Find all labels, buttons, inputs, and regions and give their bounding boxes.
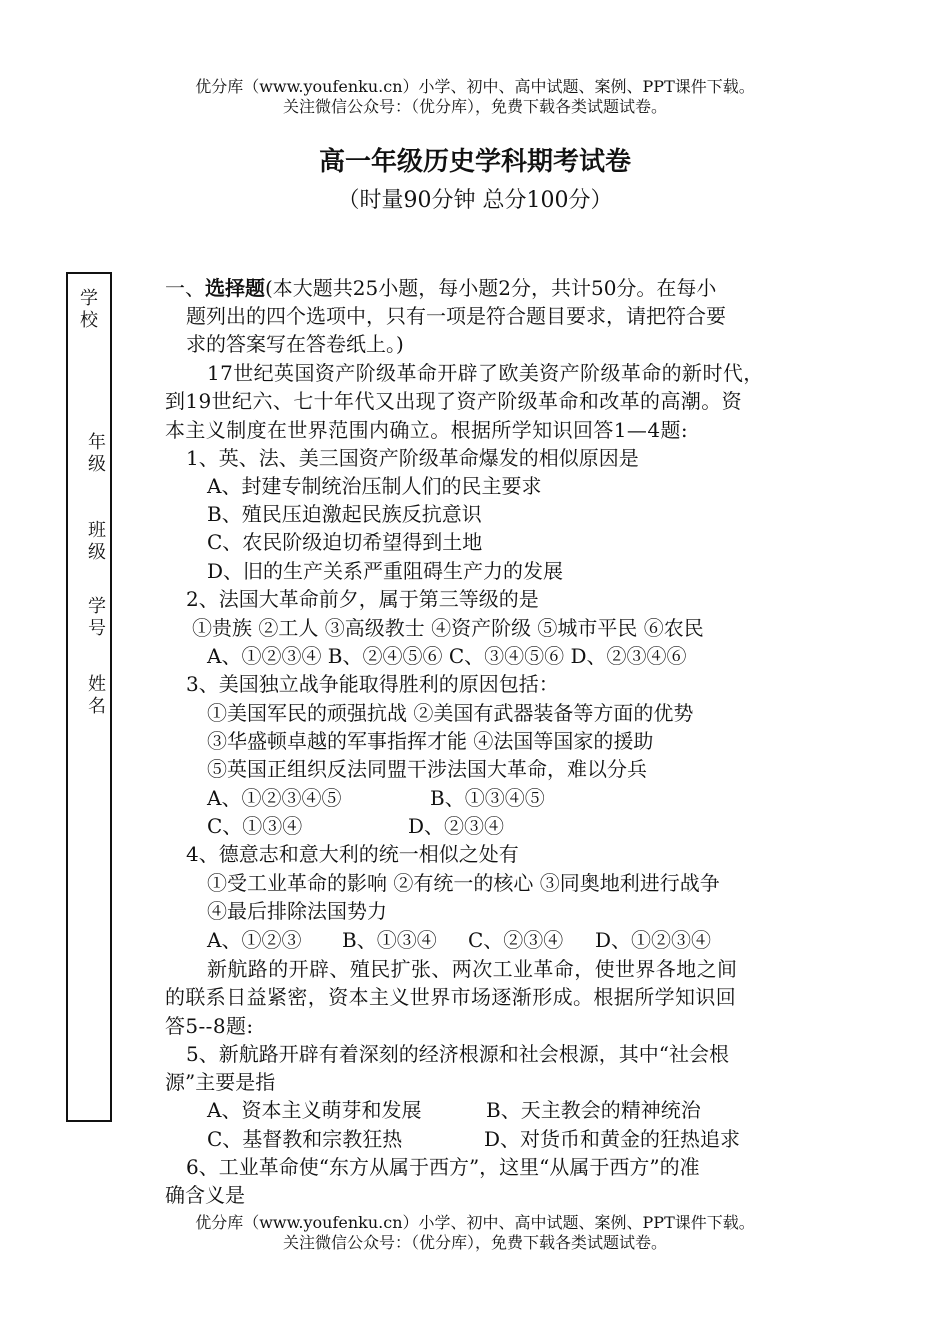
footer-line-1: 优分库（www.youfenku.cn）小学、初中、高中试题、案例、PPT课件下载。 — [195, 1213, 755, 1232]
section-title: 选择题 — [205, 276, 265, 300]
q2-items: ①贵族 ②工人 ③高级教士 ④资产阶级 ⑤城市平民 ⑥农民 — [192, 616, 704, 640]
q3-option-a: A、①②③④⑤ — [207, 786, 342, 810]
intro2-line-3: 答5--8题: — [165, 1014, 254, 1038]
q6-stem-1: 6、工业革命使“东方从属于西方”，这里“从属于西方”的准 — [186, 1155, 700, 1179]
q3-option-c: C、①③④ — [207, 814, 303, 838]
intro2-line-2: 的联系日益紧密，资本主义世界市场逐渐形成。根据所学知识回 — [165, 985, 737, 1009]
section-note-3: 求的答案写在答卷纸上。) — [186, 332, 404, 356]
section-heading — [165, 274, 716, 302]
exam-subtitle: （时量90分钟 总分100分） — [337, 188, 613, 213]
binding-info-box — [66, 272, 112, 1122]
q4-stem: 4、德意志和意大利的统一相似之处有 — [186, 842, 519, 866]
q3-option-d: D、②③④ — [408, 814, 505, 838]
q1-stem: 1、英、法、美三国资产阶级革命爆发的相似原因是 — [186, 446, 639, 470]
exam-title: 高一年级历史学科期考试卷 — [318, 147, 631, 177]
q3-stem: 3、美国独立战争能取得胜利的原因包括： — [186, 672, 559, 696]
q5-option-b: B、天主教会的精神统治 — [486, 1098, 701, 1122]
q4-option-a: A、①②③ — [207, 928, 302, 952]
q3-option-b: B、①③④⑤ — [430, 786, 545, 810]
q1-option-d: D、旧的生产关系严重阻碍生产力的发展 — [207, 559, 564, 583]
q5-stem-2: 源”主要是指 — [165, 1070, 276, 1094]
label-student-name: 姓名 — [88, 674, 106, 717]
q3-item-2: ③华盛顿卓越的军事指挥才能 ④法国等国家的援助 — [207, 729, 654, 753]
label-school: 学校 — [80, 288, 98, 331]
q2-stem: 2、法国大革命前夕，属于第三等级的是 — [186, 587, 539, 611]
intro1-line-1: 17世纪英国资产阶级革命开辟了欧美资产阶级革命的新时代， — [207, 361, 764, 385]
q6-stem-2: 确含义是 — [165, 1183, 245, 1207]
section-note-2: 题列出的四个选项中，只有一项是符合题目要求，请把符合要 — [186, 304, 726, 328]
q4-option-b: B、①③④ — [342, 928, 437, 952]
section-note-1: (本大题共25小题，每小题2分，共计50分。在每小 — [265, 276, 717, 300]
label-class: 班级 — [88, 520, 106, 563]
section-prefix: 一、 — [165, 276, 205, 300]
q2-options: A、①②③④ B、②④⑤⑥ C、③④⑤⑥ D、②③④⑥ — [207, 644, 687, 668]
q1-option-b: B、殖民压迫激起民族反抗意识 — [207, 502, 482, 526]
label-student-number: 学号 — [88, 596, 106, 639]
q1-option-a: A、封建专制统治压制人们的民主要求 — [207, 474, 542, 498]
label-grade: 年级 — [88, 432, 106, 475]
footer-line-2: 关注微信公众号：（优分库），免费下载各类试题试卷。 — [282, 1233, 667, 1252]
header-line-2: 关注微信公众号：（优分库），免费下载各类试题试卷。 — [282, 97, 667, 116]
q5-option-c: C、基督教和宗教狂热 — [207, 1127, 403, 1151]
q5-stem-1: 5、新航路开辟有着深刻的经济根源和社会根源，其中“社会根 — [186, 1042, 729, 1066]
q4-option-d: D、①②③④ — [595, 928, 712, 952]
q4-item-1: ①受工业革命的影响 ②有统一的核心 ③同奥地利进行战争 — [207, 871, 720, 895]
q5-option-d: D、对货币和黄金的狂热追求 — [484, 1127, 741, 1151]
intro1-line-3: 本主义制度在世界范围内确立。根据所学知识回答1—4题: — [165, 418, 688, 442]
q4-option-c: C、②③④ — [468, 928, 564, 952]
q4-item-2: ④最后排除法国势力 — [207, 899, 387, 923]
q5-option-a: A、资本主义萌芽和发展 — [207, 1098, 422, 1122]
intro1-line-2: 到19世纪六、七十年代又出现了资产阶级革命和改革的高潮。资 — [165, 389, 743, 413]
q3-item-3: ⑤英国正组织反法同盟干涉法国大革命，难以分兵 — [207, 757, 647, 781]
intro2-line-1: 新航路的开辟、殖民扩张、两次工业革命，使世界各地之间 — [207, 957, 738, 981]
q1-option-c: C、农民阶级迫切希望得到土地 — [207, 530, 483, 554]
header-line-1: 优分库（www.youfenku.cn）小学、初中、高中试题、案例、PPT课件下载。 — [195, 77, 755, 96]
q3-item-1: ①美国军民的顽强抗战 ②美国有武器装备等方面的优势 — [207, 701, 694, 725]
